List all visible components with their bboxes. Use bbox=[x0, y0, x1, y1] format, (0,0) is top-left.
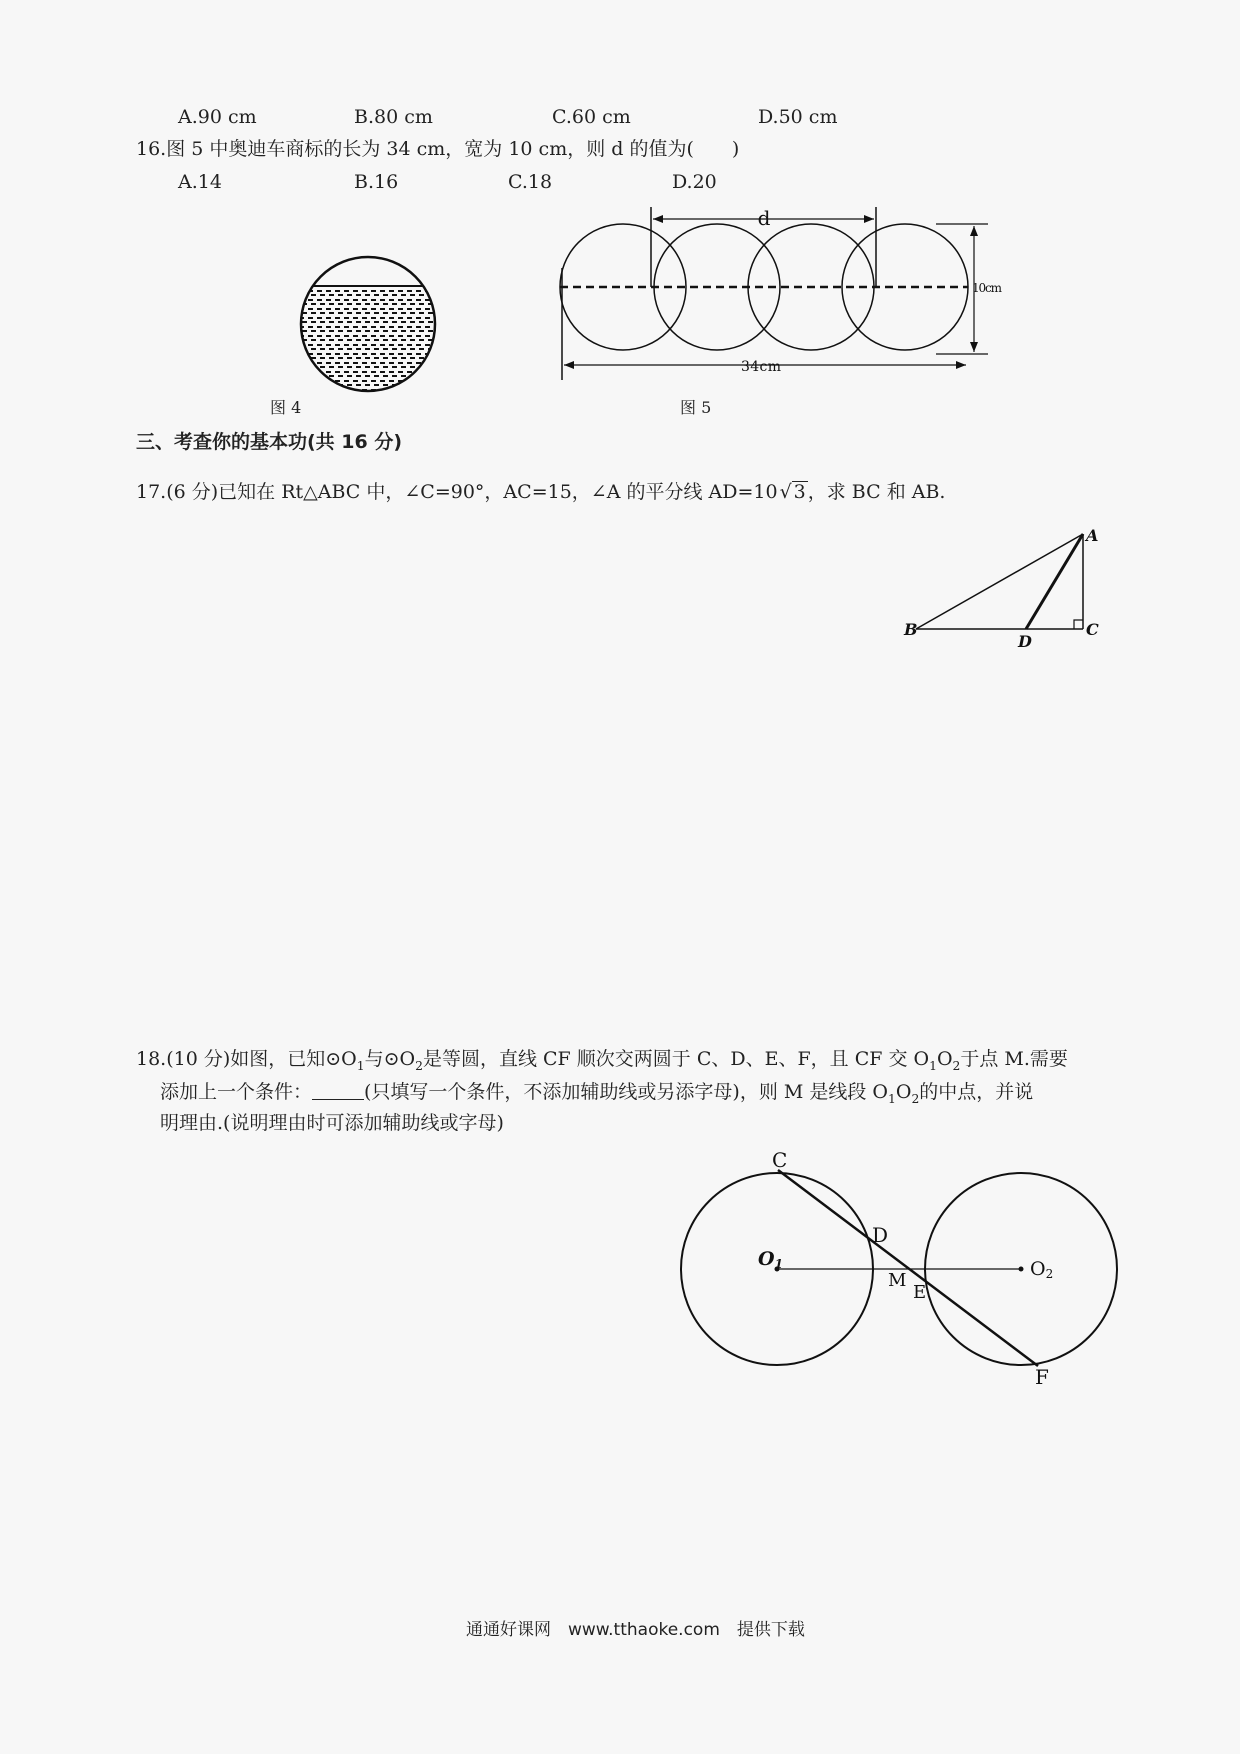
q18-text: 是等圆，直线 CF 顺次交两圆于 C、D、E、F，且 CF 交 O bbox=[422, 1048, 930, 1070]
q17-stem bbox=[136, 481, 945, 504]
label-M: M bbox=[888, 1270, 907, 1291]
q18-text: (只填写一个条件，不添加辅助线或另添字母)，则 M 是线段 O bbox=[364, 1081, 888, 1103]
q16-option-a: A.14 bbox=[178, 171, 222, 193]
figure-5 bbox=[556, 202, 1002, 382]
label-O1: O1 bbox=[758, 1248, 783, 1271]
label-C: C bbox=[772, 1148, 788, 1172]
label-A: A bbox=[1086, 526, 1099, 545]
label-C: C bbox=[1086, 620, 1099, 639]
label-F: F bbox=[1035, 1365, 1049, 1389]
q17-stem-before: 17.(6 分)已知在 Rt△ABC 中，∠C=90°，AC=15，∠A 的平分线 AD=10 bbox=[136, 481, 778, 503]
q17-triangle-figure bbox=[900, 524, 1100, 651]
q18-text: O bbox=[895, 1081, 912, 1103]
label-D: D bbox=[1018, 632, 1032, 651]
figure-4 bbox=[298, 254, 438, 394]
section-3-title: 三、考查你的基本功(共 16 分) bbox=[136, 431, 403, 453]
q17-stem-after: ，求 BC 和 AB. bbox=[807, 481, 946, 503]
q18-line-1 bbox=[136, 1048, 1068, 1074]
label-B: B bbox=[904, 620, 918, 639]
label-D: D bbox=[872, 1223, 889, 1247]
water-fill bbox=[298, 286, 438, 396]
q16-option-d: D.20 bbox=[672, 171, 717, 193]
q18-text: 与⊙O bbox=[364, 1048, 416, 1070]
q18-sub: 2 bbox=[952, 1058, 961, 1073]
q16-option-b: B.16 bbox=[354, 171, 399, 193]
figure-4-caption: 图 4 bbox=[270, 398, 302, 417]
q15-option-d: D.50 cm bbox=[758, 106, 838, 128]
q18-text: 的中点，并说 bbox=[919, 1081, 1034, 1103]
q18-sub: 2 bbox=[415, 1058, 423, 1073]
label-d: d bbox=[757, 206, 771, 230]
q18-text: 添加上一个条件： bbox=[160, 1081, 313, 1103]
label-O2: O2 bbox=[1030, 1258, 1054, 1281]
q18-line-3: 明理由.(说明理由时可添加辅助线或字母) bbox=[160, 1112, 504, 1134]
q15-option-c: C.60 cm bbox=[552, 106, 631, 128]
label-height: 10cm bbox=[972, 281, 1002, 295]
sqrt-symbol: √ 3 bbox=[779, 481, 806, 503]
q16-option-c: C.18 bbox=[508, 171, 553, 193]
q18-sub: 2 bbox=[911, 1091, 920, 1106]
label-length: 34cm bbox=[741, 359, 781, 375]
q18-sub: 1 bbox=[929, 1058, 937, 1073]
q15-option-b: B.80 cm bbox=[354, 106, 433, 128]
q18-text: 18.(10 分)如图，已知⊙O bbox=[136, 1048, 357, 1070]
q16-stem: 16.图 5 中奥迪车商标的长为 34 cm，宽为 10 cm，则 d 的值为( ) bbox=[136, 138, 740, 160]
q17-radicand: 3 bbox=[793, 481, 806, 503]
q15-option-a: A.90 cm bbox=[178, 106, 257, 128]
q18-sub: 1 bbox=[888, 1091, 896, 1106]
q18-sub: 1 bbox=[356, 1058, 365, 1073]
q18-text: O bbox=[936, 1048, 953, 1070]
label-E: E bbox=[913, 1282, 927, 1303]
figure-5-caption: 图 5 bbox=[680, 398, 712, 417]
footer-text: 通通好课网 www.tthaoke.com 提供下载 bbox=[466, 1620, 805, 1640]
q18-line-2 bbox=[160, 1080, 1033, 1107]
q18-circles-figure bbox=[676, 1148, 1116, 1388]
answer-blank[interactable] bbox=[312, 1080, 364, 1100]
q18-text: 于点 M.需要 bbox=[960, 1048, 1068, 1070]
